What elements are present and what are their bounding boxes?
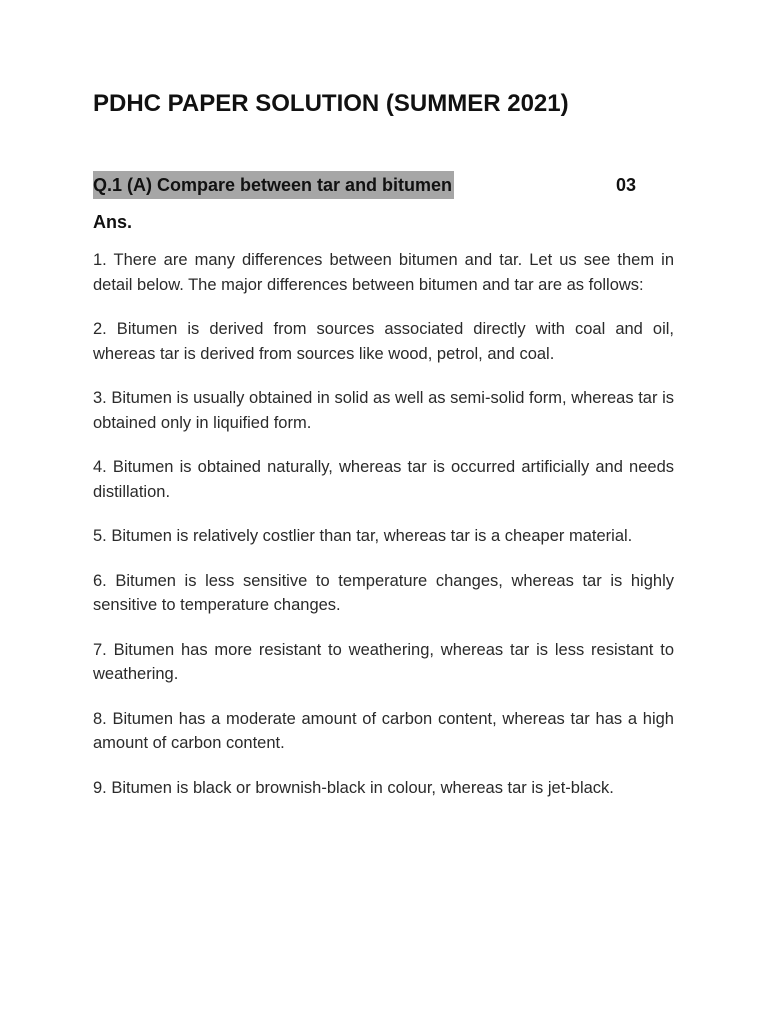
document-title: PDHC PAPER SOLUTION (SUMMER 2021) (93, 90, 569, 117)
answer-label: Ans. (93, 212, 133, 232)
answer-list (93, 248, 674, 820)
answer-point-9: 9. Bitumen is black or brownish-black in colour, whereas tar is jet-black. (93, 778, 614, 797)
answer-point-1: 1. There are many differences between bitumen and tar. Let us see them in detail below. The major differences between bitumen and tar are as follows: (93, 251, 674, 294)
answer-point-8: 8. Bitumen has a moderate amount of carbon content, whereas tar has a high amount of carbon content. (93, 709, 674, 752)
answer-point-4: 4. Bitumen is obtained naturally, whereas tar is occurred artificially and needs distillation. (93, 458, 674, 501)
question-row (93, 171, 674, 199)
question-text-highlighted: Q.1 (A) Compare between tar and bitumen (93, 171, 454, 199)
question-marks: 03 (616, 175, 637, 195)
answer-point-5: 5. Bitumen is relatively costlier than tar, whereas tar is a cheaper material. (93, 527, 633, 545)
answer-point-7: 7. Bitumen has more resistant to weathering, whereas tar is less resistant to weathering. (93, 640, 674, 683)
answer-point-2: 2. Bitumen is derived from sources associated directly with coal and oil, whereas tar is derived from sources like wood, petrol, and coal. (93, 320, 674, 363)
answer-point-6: 6. Bitumen is less sensitive to temperature changes, whereas tar is highly sensitive to temperature changes. (93, 571, 674, 614)
answer-point-3: 3. Bitumen is usually obtained in solid as well as semi-solid form, whereas tar is obtained only in liquified form. (93, 389, 674, 432)
